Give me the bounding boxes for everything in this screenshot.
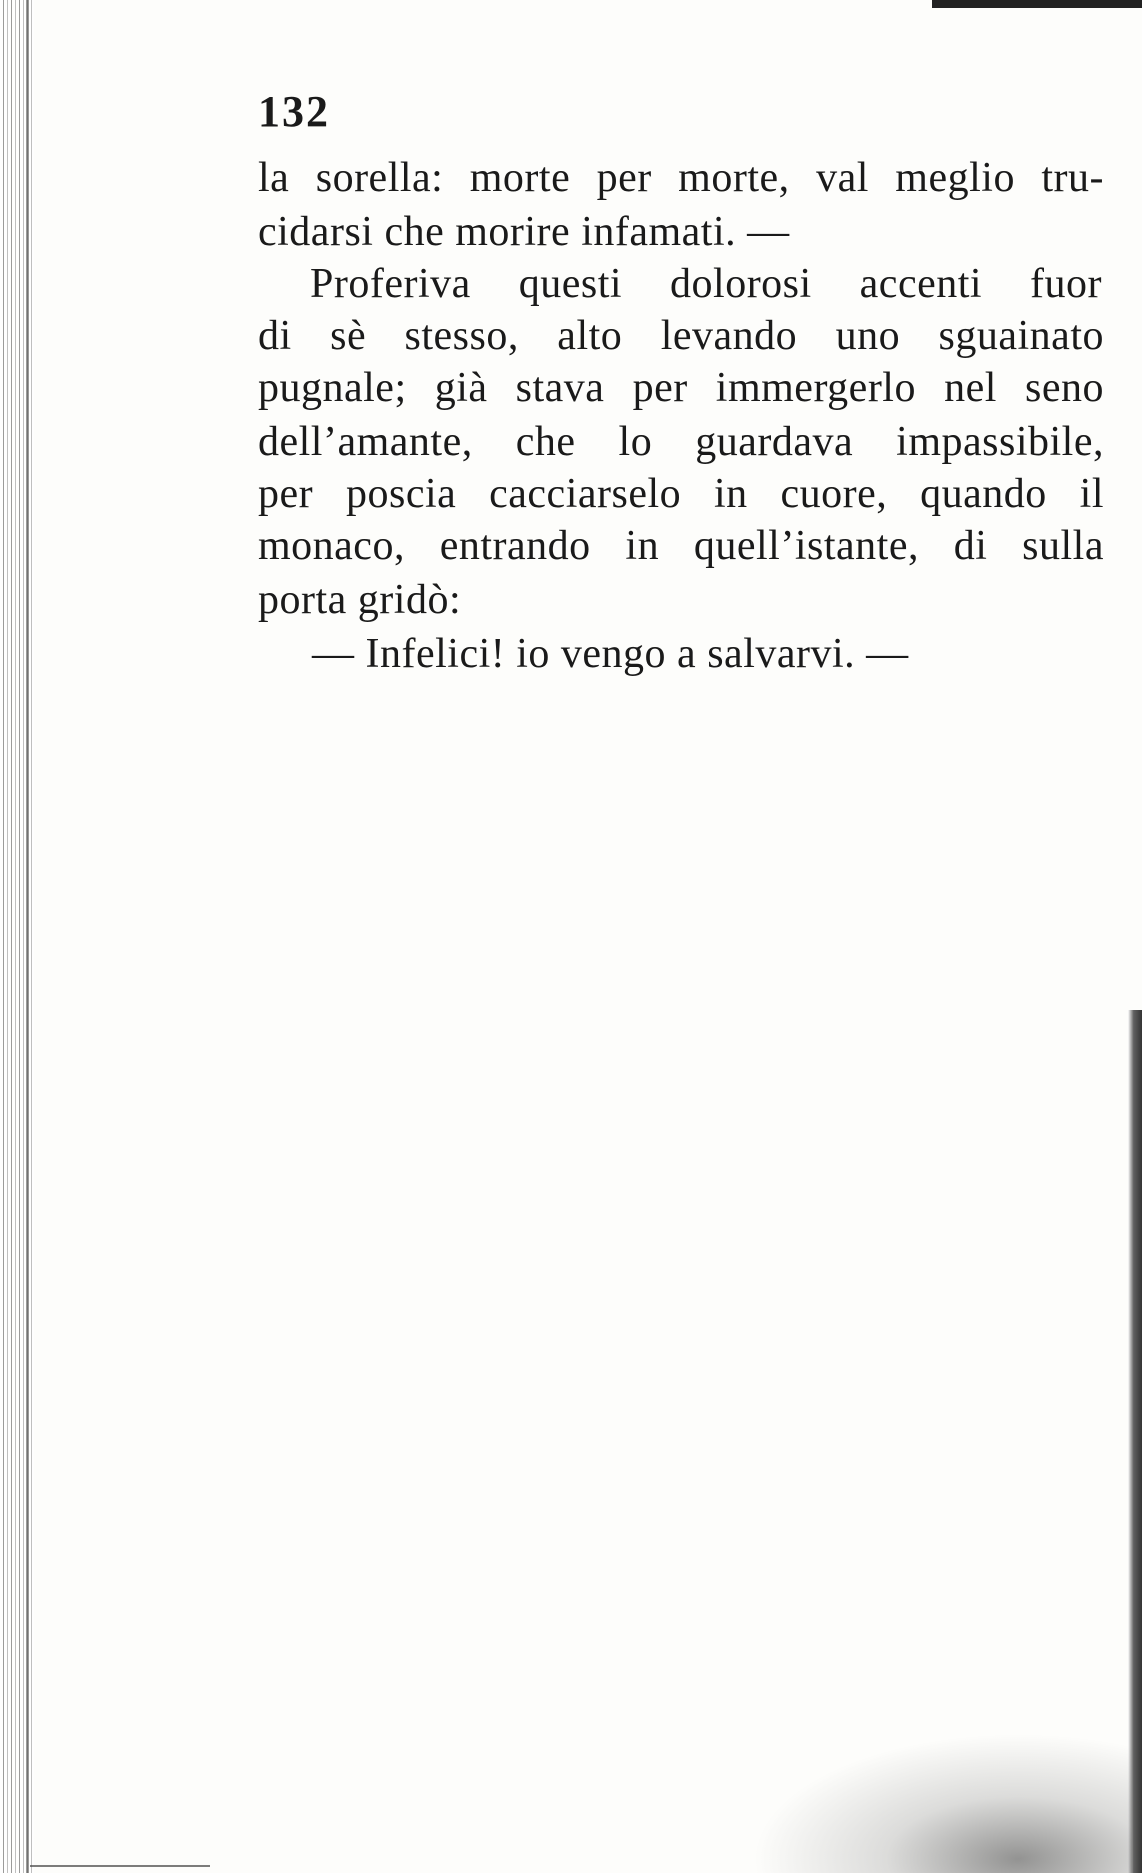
text-line-4: di sè stesso, alto levando uno sguainato: [258, 313, 1104, 359]
text-line-1: la sorella: morte per morte, val meglio tru-: [258, 155, 1104, 201]
text-line-9: porta gridò:: [258, 577, 462, 623]
text-line-8: monaco, entrando in quell’istante, di sulla: [258, 523, 1104, 569]
ink-smudge: [752, 1733, 1132, 1873]
bottom-edge-line: [30, 1865, 210, 1867]
page-number: 132: [258, 87, 330, 136]
binding-edge: [0, 0, 34, 1873]
scan-edge-mark: [932, 0, 1142, 8]
dialogue-line: — Infelici! io vengo a salvarvi. —: [312, 631, 909, 677]
text-line-3: Proferiva questi dolorosi accenti fuor: [310, 261, 1102, 307]
text-line-2: cidarsi che morire infamati. —: [258, 209, 790, 255]
text-line-6: dell’amante, che lo guardava impassibile,: [258, 419, 1104, 465]
text-line-5: pugnale; già stava per immergerlo nel seno: [258, 365, 1104, 411]
text-line-7: per poscia cacciarselo in cuore, quando il: [258, 471, 1104, 517]
